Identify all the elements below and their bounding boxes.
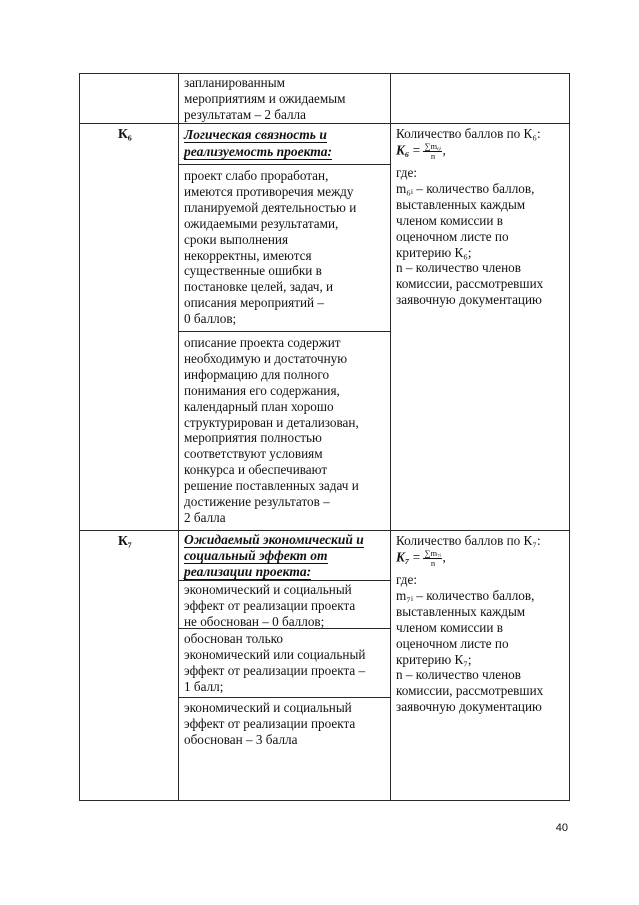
text-line: экономический и социальный	[184, 582, 352, 597]
text-line: 1 балл;	[184, 678, 224, 694]
text-line: структурирован и детализован,	[184, 414, 359, 430]
text-line: 2 балла	[184, 509, 226, 525]
text-line: заявочную документацию	[396, 699, 542, 715]
text-line: имеются противоречия между	[184, 183, 354, 199]
text-line: где:	[396, 572, 417, 587]
text-line: планируемой деятельностью и	[184, 199, 357, 215]
k7-header-divider	[178, 580, 390, 581]
text-line: n – количество членов	[396, 260, 521, 276]
criteria-continuation	[184, 75, 389, 123]
header-line: реализации проекта:	[184, 564, 312, 579]
text-line: достижение результатов –	[184, 494, 330, 510]
text-line: необходимую и достаточную	[184, 350, 348, 366]
text-line: эффект от реализации проекта	[184, 597, 356, 613]
text-line: запланированным	[184, 75, 285, 90]
table-border-left	[79, 73, 80, 801]
text-line: ожидаемыми результатами,	[184, 215, 339, 231]
k7-scoring-legend	[396, 572, 568, 715]
k6-scoring-legend	[396, 165, 568, 308]
formula-fraction	[423, 142, 442, 161]
text-line: членом комиссии в	[396, 212, 503, 228]
text-line: конкурса и обеспечивают	[184, 462, 328, 478]
k6-option-2-points	[184, 335, 389, 526]
header-line: социальный эффект от	[184, 548, 328, 563]
text-line: не обоснован – 0 баллов;	[184, 613, 325, 629]
formula-equals: =	[412, 142, 421, 158]
text-line: соответствуют условиям	[184, 446, 323, 462]
k6-header-divider	[178, 164, 390, 165]
text-line: где:	[396, 165, 417, 180]
criterion-code-k6: К₆	[118, 126, 132, 141]
text-line: календарный план хорошо	[184, 398, 334, 414]
text-line: эффект от реализации проекта	[184, 715, 356, 731]
text-line: постановке целей, задач, и	[184, 279, 334, 295]
text-line: решение поставленных задач и	[184, 478, 359, 494]
text-line: обоснован – 3 балла	[184, 731, 298, 747]
text-line: описания мероприятий –	[184, 295, 324, 311]
text-line: n – количество членов	[396, 667, 521, 683]
text-line: выставленных каждым	[396, 196, 526, 212]
table-border-top	[79, 73, 570, 74]
k7-option-3-points	[184, 700, 389, 748]
formula-denominator: n	[430, 558, 436, 568]
k7-formula	[396, 549, 446, 571]
text-line: результатам – 2 балла	[184, 106, 306, 122]
table-border-bottom	[79, 800, 570, 801]
text-line: информацию для полного	[184, 366, 330, 382]
k7-option-0-points	[184, 582, 389, 630]
text-line: m₇ᵢ – количество баллов,	[396, 587, 535, 603]
table-border-col1	[178, 73, 179, 801]
text-line: существенные ошибки в	[184, 263, 322, 279]
formula-lhs: K₆	[396, 142, 410, 158]
page-number: 40	[555, 822, 568, 834]
text-line: заявочную документацию	[396, 292, 542, 308]
text-line: эффект от реализации проекта –	[184, 662, 366, 678]
text-line: описание проекта содержит	[184, 335, 341, 350]
text-line: проект слабо проработан,	[184, 168, 329, 183]
text-line: комиссии, рассмотревших	[396, 683, 544, 699]
text-line: некорректны, имеются	[184, 247, 312, 263]
formula-tail: ,	[442, 549, 446, 565]
text-line: понимания его содержания,	[184, 382, 340, 398]
text-line: критерию К₆;	[396, 244, 472, 260]
k6-option-0-points	[184, 168, 389, 327]
formula-fraction	[423, 549, 442, 568]
row-divider-k6	[79, 123, 570, 124]
formula-equals: =	[412, 549, 421, 565]
k6-formula	[396, 142, 446, 164]
formula-numerator: ∑m₇ᵢ	[424, 548, 442, 558]
text-line: экономический или социальный	[184, 646, 366, 662]
k6-option-divider	[178, 331, 390, 332]
header-line: Ожидаемый экономический и	[184, 532, 364, 547]
criterion-code-k7: К₇	[118, 533, 132, 548]
row-divider-k7	[79, 530, 570, 531]
table-border-col2	[390, 73, 391, 801]
text-line: m₆ᵢ – количество баллов,	[396, 180, 535, 196]
text-line: сроки выполнения	[184, 231, 289, 247]
text-line: выставленных каждым	[396, 603, 526, 619]
formula-lhs: K₇	[396, 549, 410, 565]
text-line: мероприятия полностью	[184, 430, 322, 446]
criterion-header-k7	[184, 532, 389, 580]
header-line: Логическая связность и	[184, 127, 327, 142]
criterion-header-k6	[184, 126, 389, 160]
k7-option-divider-2	[178, 697, 390, 698]
text-line: оценочном листе по	[396, 228, 509, 244]
header-line: реализуемость проекта:	[184, 144, 333, 159]
text-line: 0 баллов;	[184, 311, 237, 327]
k7-scoring-intro: Количество баллов по К₇:	[396, 533, 541, 548]
formula-numerator: ∑m₆ᵢ	[424, 141, 442, 151]
table-border-right	[569, 73, 570, 801]
formula-tail: ,	[442, 142, 446, 158]
k7-option-1-point	[184, 631, 389, 695]
text-line: членом комиссии в	[396, 619, 503, 635]
text-line: критерию К₇;	[396, 651, 472, 667]
k6-scoring-intro: Количество баллов по К₆:	[396, 126, 541, 141]
text-line: оценочном листе по	[396, 635, 509, 651]
formula-denominator: n	[430, 151, 436, 161]
text-line: обоснован только	[184, 631, 283, 646]
text-line: комиссии, рассмотревших	[396, 276, 544, 292]
text-line: мероприятиям и ожидаемым	[184, 90, 346, 106]
text-line: экономический и социальный	[184, 700, 352, 715]
